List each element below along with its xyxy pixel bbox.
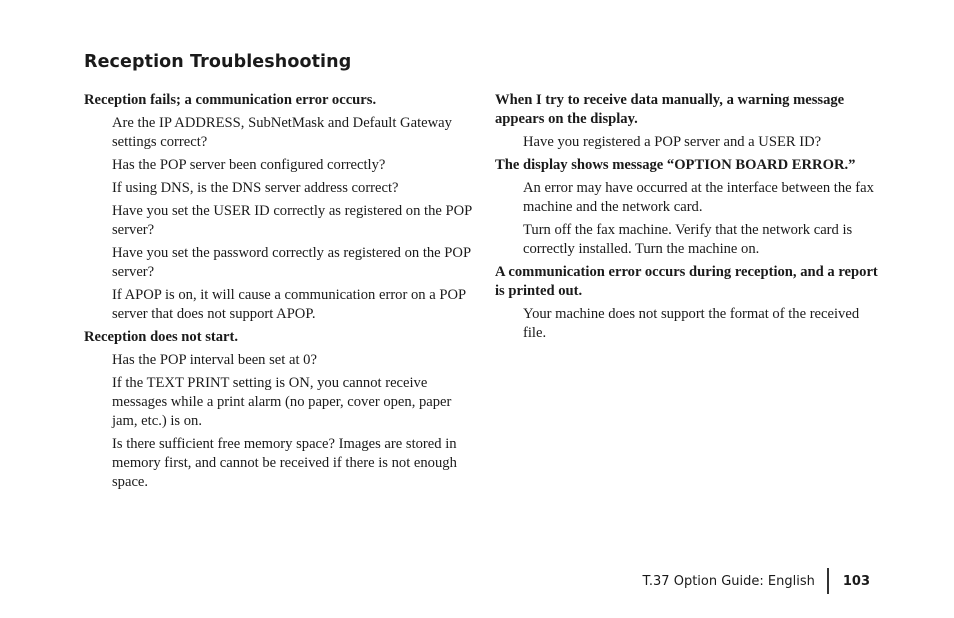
list-item: Have you set the USER ID correctly as registered on the POP server? (112, 203, 472, 238)
page-number: 103 (842, 573, 870, 589)
section-comm-error (84, 91, 474, 324)
list-item: Are the IP ADDRESS, SubNetMask and Default Gateway settings correct? (112, 115, 452, 150)
section-option-board-error (495, 156, 885, 259)
section-heading: Reception fails; a communication error occurs. (84, 92, 377, 108)
list-item: Have you registered a POP server and a USER ID? (523, 134, 822, 150)
list-item: If using DNS, is the DNS server address correct? (112, 180, 399, 196)
section-heading: The display shows message “OPTION BOARD ERROR.” (495, 157, 856, 173)
section-heading: A communication error occurs during reception, and a report is printed out. (495, 264, 878, 299)
section-heading: When I try to receive data manually, a warning message appears on the display. (495, 92, 845, 127)
section-manual-warning (495, 91, 885, 152)
list-item: An error may have occurred at the interface between the fax machine and the network card. (523, 180, 874, 215)
right-column (495, 91, 885, 347)
left-column (84, 91, 474, 496)
list-item: Has the POP interval been set at 0? (112, 352, 317, 368)
list-item: Turn off the fax machine. Verify that the network card is correctly installed. Turn the machine on. (523, 222, 853, 257)
list-item: If APOP is on, it will cause a communication error on a POP server that does not support APOP. (112, 287, 466, 322)
section-reception-not-start (84, 328, 474, 492)
section-report-printed (495, 263, 885, 343)
list-item: Your machine does not support the format of the received file. (523, 306, 860, 341)
page-title: Reception Troubleshooting (84, 52, 352, 72)
list-item: Is there sufficient free memory space? Images are stored in memory first, and cannot be received if there is not enough space. (112, 436, 457, 490)
page-footer (643, 568, 871, 594)
section-heading: Reception does not start. (84, 329, 239, 345)
footer-guide-text: T.37 Option Guide: English (642, 573, 815, 589)
list-item: Have you set the password correctly as registered on the POP server? (112, 245, 471, 280)
list-item: Has the POP server been configured correctly? (112, 157, 386, 173)
footer-divider (827, 568, 829, 594)
list-item: If the TEXT PRINT setting is ON, you cannot receive messages while a print alarm (no paper, cover open, paper jam, etc.) is on. (112, 375, 452, 429)
